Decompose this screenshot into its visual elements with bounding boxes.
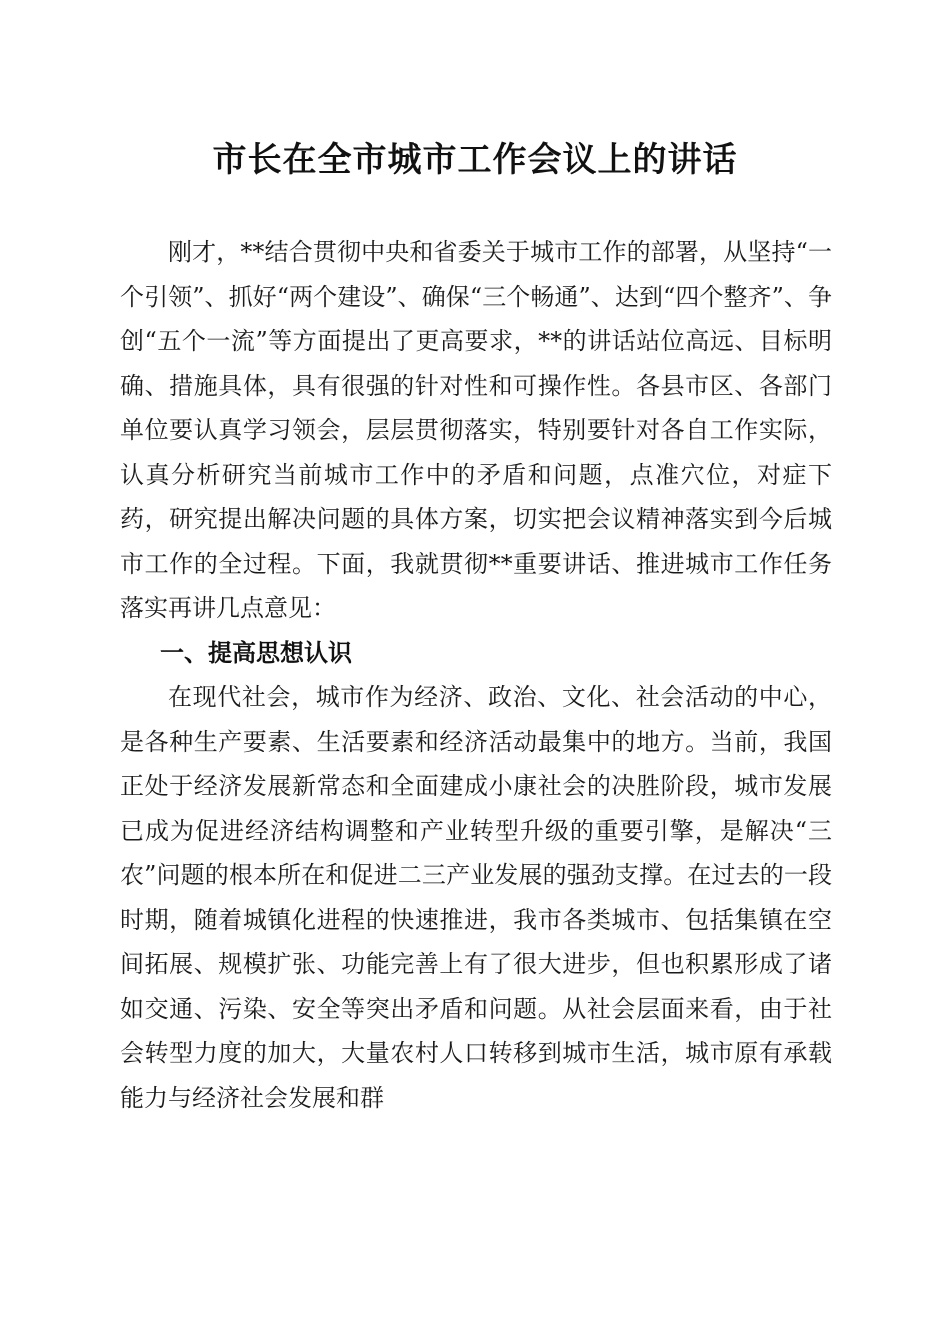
body-paragraph: 在现代社会，城市作为经济、政治、文化、社会活动的中心，是各种生产要素、生活要素和经济活动最集中的地方。当前，我国正处于经济发展新常态和全面建成小康社会的决胜阶段，城市发展已成为促进经济结构调整和产业转型升级的重要引擎，是解决“三农”问题的根本所在和促进二三产业发展的强劲支撑。在过去的一段时期，随着城镇化进程的快速推进，我市各类城市、包括集镇在空间拓展、规模扩张、功能完善上有了很大进步，但也积累形成了诸如交通、污染、安全等突出矛盾和问题。从社会层面来看，由于社会转型力度的加大，大量农村人口转移到城市生活，城市原有承载能力与经济社会发展和群 [120,683,832,1112]
document-body [120,230,832,1120]
section-heading: 一、提高思想认识 [160,638,352,667]
document-title: 市长在全市城市工作会议上的讲话 [212,140,738,180]
body-paragraph: 刚才，**结合贯彻中央和省委关于城市工作的部署，从坚持“一个引领”、抓好“两个建设”、确保“三个畅通”、达到“四个整齐”、争创“五个一流”等方面提出了更高要求，**的讲话站位高远、目标明确、措施具体，具有很强的针对性和可操作性。各县市区、各部门单位要认真学习领会，层层贯彻落实，特别要针对各自工作实际，认真分析研究当前城市工作中的矛盾和问题，点准穴位，对症下药，研究提出解决问题的具体方案，切实把会议精神落实到今后城市工作的全过程。下面，我就贯彻**重要讲话、推进城市工作任务落实再讲几点意见： [120,238,832,622]
